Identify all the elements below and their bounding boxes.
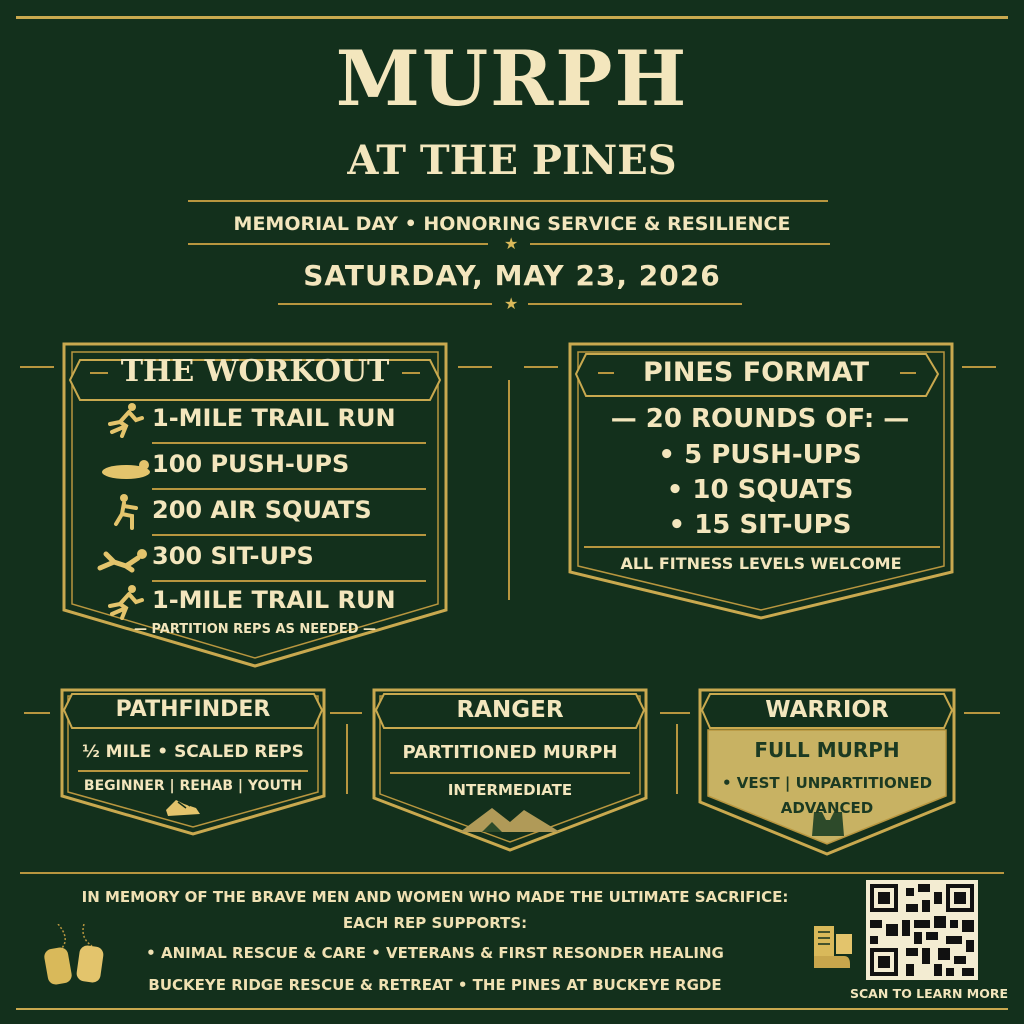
dog-tags-icon xyxy=(40,924,112,988)
workout-note: — PARTITION REPS AS NEEDED — xyxy=(133,622,377,637)
qr-label: SCAN TO LEARN MORE xyxy=(850,986,1009,1001)
workout-item-label: 100 PUSH-UPS xyxy=(152,450,350,478)
divider-date-right xyxy=(528,303,742,305)
connector-line xyxy=(20,366,54,368)
footer-venues: BUCKEYE RIDGE RESCUE & RETREAT • THE PINES AT BUCKEYE RGDE xyxy=(148,976,722,994)
workout-item xyxy=(86,536,426,582)
connector-line xyxy=(458,366,492,368)
tier-warrior-title: WARRIOR xyxy=(765,697,889,723)
tier-warrior-line1: FULL MURPH xyxy=(754,738,900,762)
workout-item-label: 200 AIR SQUATS xyxy=(152,496,372,524)
divider-date-left xyxy=(278,303,492,305)
runner-icon xyxy=(96,584,150,620)
divider-top xyxy=(188,200,828,202)
push-up-icon xyxy=(96,448,150,484)
format-intro: — 20 ROUNDS OF: — xyxy=(610,404,910,434)
title-dash xyxy=(900,372,916,374)
tier-pathfinder-line2: BEGINNER | REHAB | YOUTH xyxy=(83,778,303,794)
star-icon: ★ xyxy=(504,294,519,313)
tier-pathfinder-line1: ½ MILE • SCALED REPS xyxy=(82,742,304,762)
workout-item xyxy=(86,444,426,490)
tier-divider xyxy=(346,724,348,794)
divider-right xyxy=(530,243,830,245)
connector-line xyxy=(330,712,362,714)
connector-line xyxy=(24,712,50,714)
sneaker-icon xyxy=(166,800,200,816)
workout-item-label: 1-MILE TRAIL RUN xyxy=(152,586,396,614)
squat-icon xyxy=(96,494,150,530)
page-subtitle: AT THE PINES xyxy=(347,137,677,184)
workout-item-label: 1-MILE TRAIL RUN xyxy=(152,404,396,432)
center-divider xyxy=(508,380,510,600)
workout-item xyxy=(86,490,426,536)
title-dash xyxy=(598,372,614,374)
footer-memorial: IN MEMORY OF THE BRAVE MEN AND WOMEN WHO MADE THE ULTIMATE SACRIFICE: xyxy=(81,888,789,906)
workout-item xyxy=(86,398,426,444)
page-title: MURPH xyxy=(335,34,689,123)
boots-icon xyxy=(804,922,860,974)
format-item: • 15 SIT-UPS xyxy=(668,510,852,540)
tier-ranger-title: RANGER xyxy=(456,697,564,723)
footer-divider xyxy=(20,872,1004,874)
connector-line xyxy=(524,366,558,368)
workout-item xyxy=(86,580,426,620)
tier-ranger-line1: PARTITIONED MURPH xyxy=(402,742,618,763)
divider-left xyxy=(188,243,488,245)
tier-warrior-line2: • VEST | UNPARTITIONED xyxy=(721,774,933,792)
format-item: • 5 PUSH-UPS xyxy=(658,440,862,470)
tagline: MEMORIAL DAY • HONORING SERVICE & RESILIENCE xyxy=(233,213,791,235)
tier-divider xyxy=(676,724,678,794)
tier-divider-line xyxy=(78,770,308,772)
sit-up-icon xyxy=(96,540,150,576)
tier-divider-line xyxy=(390,772,630,774)
workout-item-label: 300 SIT-UPS xyxy=(152,542,314,570)
format-title: PINES FORMAT xyxy=(643,357,869,388)
mountain-icon xyxy=(460,808,560,832)
title-dash xyxy=(402,372,420,374)
format-divider xyxy=(584,546,940,548)
connector-line xyxy=(962,366,996,368)
top-border xyxy=(16,16,1008,19)
tier-warrior-line3: ADVANCED xyxy=(780,799,874,817)
event-date: SATURDAY, MAY 23, 2026 xyxy=(303,259,721,292)
connector-line xyxy=(964,712,1000,714)
tier-pathfinder-title: PATHFINDER xyxy=(115,697,271,722)
footer-supports: EACH REP SUPPORTS: xyxy=(342,914,528,932)
runner-icon xyxy=(96,402,150,438)
qr-pattern xyxy=(866,880,978,980)
title-dash xyxy=(90,372,108,374)
format-item: • 10 SQUATS xyxy=(666,475,854,505)
tier-ranger-line2: INTERMEDIATE xyxy=(447,781,573,799)
workout-title: THE WORKOUT xyxy=(120,354,390,389)
connector-line xyxy=(660,712,690,714)
format-note: ALL FITNESS LEVELS WELCOME xyxy=(620,554,902,573)
bottom-border xyxy=(16,1008,1008,1010)
star-icon: ★ xyxy=(504,234,519,253)
qr-code[interactable] xyxy=(866,880,978,980)
footer-causes: • ANIMAL RESCUE & CARE • VETERANS & FIRST RESONDER HEALING xyxy=(146,944,724,962)
